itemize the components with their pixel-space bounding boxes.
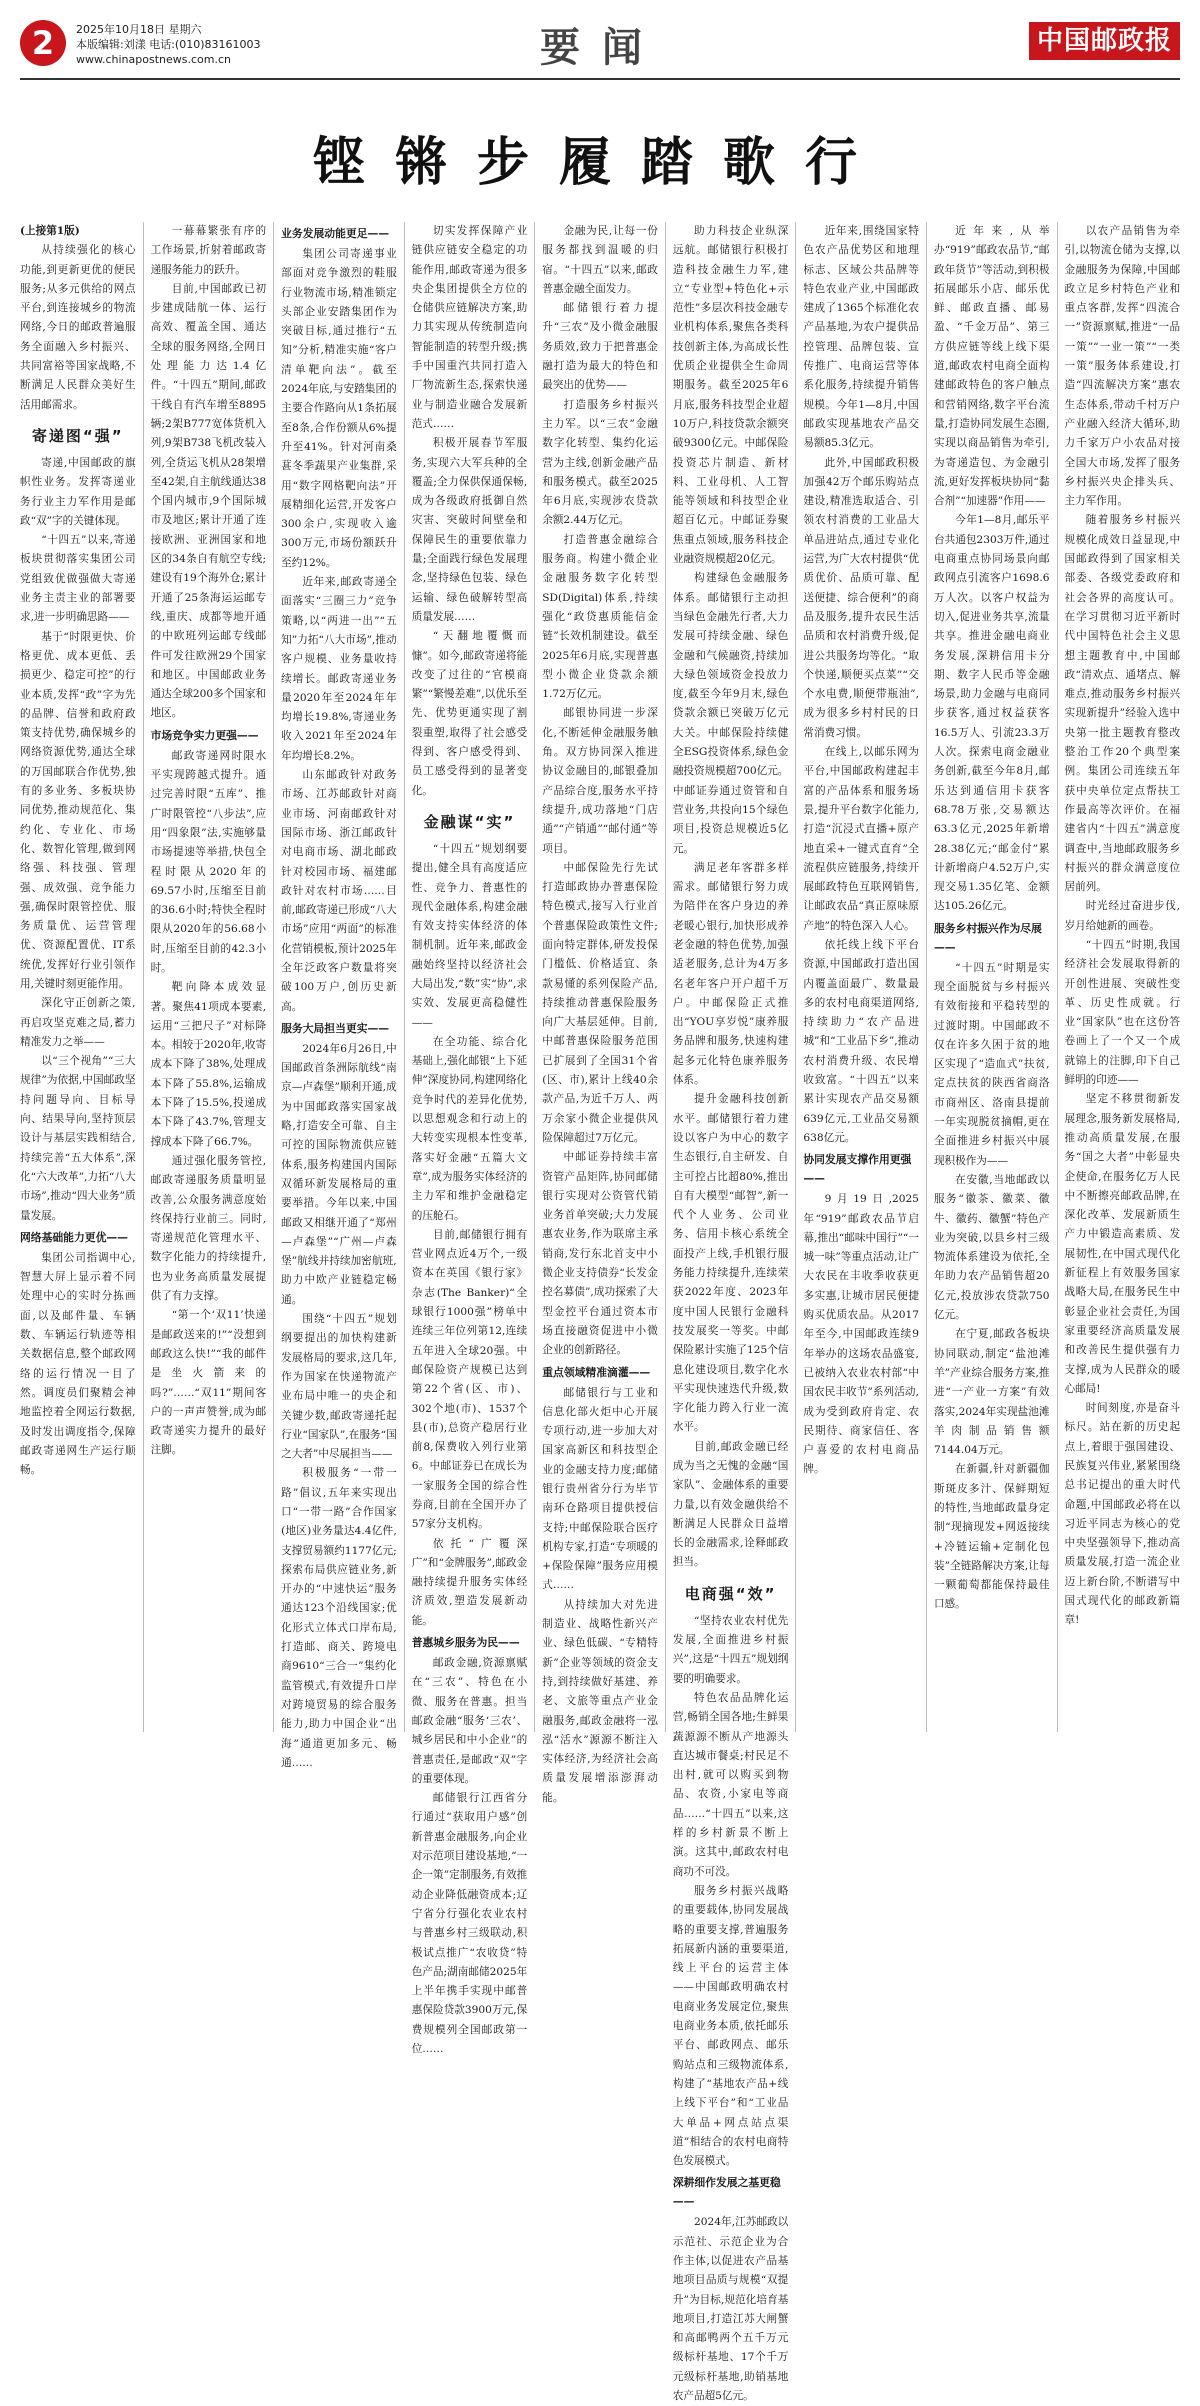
paragraph: “天翻地覆慨而慷”。如今,邮政寄递将能改变了过往的“官模商繁”“繁慢差难”,以优乐至先、优势更通实现了割裂重塑,取得了社会感受得到、客户感受得到、员工感受得到的显著变化。 [411, 630, 528, 797]
column-3 [273, 222, 404, 1769]
paragraph: 随着服务乡村振兴规模化成效日益显现,中国邮政得到了国家相关部委、各级党委政府和社会各界的高度认可。在学习贯彻习近平新时代中国特色社会主义思想主题教育中,中国邮政“清欢点、通堵点、解难点,推动服务乡村振兴实现新提升”经验入选中央第一批主题教育整改整治工作20个典型案例。集团公司连续五年获中央单位定点帮扶工作最高等次评价。在福建省内“十四五”满意度调查中,当地邮政服务乡村振兴的群众满意度位居前列。 [1064, 514, 1181, 894]
paragraph: 依托“广覆深广”和“金牌服务”,邮政金融持续提升服务实体经济质效,塑造发展新动能。 [411, 1537, 528, 1627]
paragraph: 时光经过奋进步伐,岁月给她新的画卷。 [1064, 900, 1181, 932]
editor-line: 本版编辑:刘漾 电话:(010)83161003 [76, 38, 261, 51]
column-5 [534, 222, 665, 1804]
masthead-meta [76, 22, 260, 67]
paragraph: 坚定不移贯彻新发展理念,服务新发展格局,推动高质量发展,在服务“国之大者”中彰显央企使命,在服务亿万人民中不断擦亮邮政品牌,在深化改革、发展新质生产力中锻造高素质、发展韧性,在中国式现代化新征程上有效服务国家战略大局,在服务民生中彰显企业社会责任,为国家重要经济高质量发展和改善民生提供强有力支撑,成为人民群众的暖心邮局! [1064, 1093, 1181, 1395]
section-title: 要闻 [540, 24, 664, 71]
subheading: 市场竞争实力更强—— [150, 728, 259, 742]
paragraph: 在安徽,当地邮政以服务“徽茶、徽菜、徽牛、徽药、徽蟹”特色产业为突破,以县乡村三级物流体系建设为依托,全年助力农产品销售超20亿元,投放涉农贷款750亿元。 [933, 1173, 1050, 1322]
paragraph: “十四五”时期是实现全面脱贫与乡村振兴有效衔接和平稳转型的过渡时期。中国邮政不仅在许多久困于贫的地区实现了“造血式”扶贫,定点扶贫的陕西省商洛市商州区、洛南县提前一年实现脱贫摘帽,更在全面推进乡村振兴中展现积极作为—— [933, 961, 1050, 1167]
paragraph: 依托线上线下平台资源,中国邮政打造出国内覆盖面最广、数量最多的农村电商渠道网络,持续助力“农产品进城”和“工业品下乡”,推动农村消费升级、农民增收致富。“十四五”以来累计实现农产品交易额639亿元,工业品交易额638亿元。 [803, 938, 919, 1144]
paragraph: 在新疆,针对新疆伽斯斑皮多汁、保鲜期短的特性,当地邮政量身定制“现摘现发+网返接续+冷链运输+定制化包装”全链路解决方案,让每一颗葡萄都能保持最佳口感。 [933, 1463, 1050, 1611]
column-2 [143, 222, 274, 1732]
paragraph: “坚持农业农村优先发展,全面推进乡村振兴”,这是“十四五”规划纲要的明确要求。 [672, 1614, 789, 1685]
column-9 [1057, 222, 1181, 1732]
paragraph: 以农产品销售为牵引,以物流仓储为支撑,以金融服务为保障,中国邮政立足乡村特色产业和重点客群,发挥“四流合一”资源禀赋,推进“一品一策”“一业一策”“一类一策”服务体系建设,打造“四流解决方案”惠农生态体系,带动千村万户产业融入经济大循环,助力千家万户小农品对接全国大市场,发挥了服务乡村振兴央企排头兵、主力军作用。 [1064, 225, 1181, 508]
paragraph: 从持续强化的核心功能,到更新更优的便民服务;从多元供给的网点平台,到连接城乡的物流网络,今日的邮政普遍服务全面融入乡村振兴、共同富裕等国家战略,不断满足人民群众美好生活用邮需求。 [20, 244, 136, 411]
paragraph: 2024年,江苏邮政以示范社、示范企业为合作主体,以促进农产品基地项目品质与规模“双提升”为目标,规范化培育基地项目,打造江苏大闸蟹和高邮鸭两个五千万元级标杆基地、17个千万元级标杆基地,助销基地农产品超5亿元。 [672, 2216, 789, 2403]
paragraph: “十四五”以来,寄递板块贯彻落实集团公司党组致优做强做大寄递业务主责主业的部署要求,进一步明确思路—— [20, 534, 136, 624]
paragraph: 目前,邮储银行拥有营业网点近4万个,一级资本在英国《银行家》杂志(The Banker)“全球银行1000强”榜单中连续三年位列第12,连续五年进入全球20强。中邮保险资产规模已达到第22个省(区、市)、302个地(市)、1537个县(市),总资产稳居行业前8,保费收入列行业第6。中邮证券已在成长为一家服务全国的综合性券商,目前在全国开办了57家分支机构。 [411, 1228, 528, 1531]
paragraph: 今年1—8月,邮乐平台共通包2303万件,通过电商重点协同场景向邮政网点引流客户1698.6万人次。以客户权益为切入,促进业务共享,流量共享。推进金融电商业务发展,深耕信用卡分期、数字人民币等金融场景,助力金融与电商同步获客,通过权益获客16.5万人、引流23.3万人次。探索电商金融业务创新,截至今年8月,邮乐达到通信用卡获客68.78万张,交易额达63.3亿元,2025年新增28.38亿元;“邮金付”累计新增商户4.52万户,实现交易1.35亿笔、金额达105.26亿元。 [933, 514, 1050, 913]
paragraph: 通过强化服务管控,邮政寄递服务质量明显改善,公众服务满意度始终保持行业前三。同时,寄递规范化管理水平、数字化能力的持续提升,也为业务高质量发展提供了有力支撑。 [150, 1154, 267, 1303]
paragraph: 邮储银行江西省分行通过“获取用户感”创新普惠金融服务,向企业对示范项目建设基地,“一企一策”定制服务,有效推动企业降低融资成本;辽宁省分行强化农业农村与普惠乡村三级联动,积极试点推广“农收贷”特色产品;湖南邮储2025年上半年携手实现中邮普惠保险贷款3900万元,保费规模列全国邮政第一位…… [411, 1792, 528, 2056]
subheading: 重点领域精准滴灌—— [542, 1365, 651, 1379]
paragraph: 金融为民,让每一份服务都找到温暖的归宿。“十四五”以来,邮政普惠金融全面发力。 [542, 225, 658, 295]
paragraph: 近年来,邮政寄递全面落实“三圈三力”竞争策略,以“两进一出”“五知”力拓“八大市场”,推动客户规模、业务量收持续增长。邮政寄递业务量2020年至2024年年均增长19.8%,寄递业务收入2021年至2024年年均增长8.2%。 [281, 576, 397, 762]
paragraph: 切实发挥保障产业链供应链安全稳定的功能作用,邮政寄递为很多央企集团提供全方位的仓储供应链解决方案,助力其实现从传统制造向智能制造的转型升级;携手中国重汽共同打造入厂物流新生态,探索快递业与制造业融合发展新范式…… [411, 225, 528, 430]
paragraph: “第一个‘双11’快递是邮政送来的!”“没想到邮政这么快!”“我的邮件是坐火箭来的吗?”……“双11”期间客户的一声声赞誉,成为邮政寄递实力提升的最好注脚。 [150, 1309, 267, 1457]
subheading: 普惠城乡服务为民—— [411, 1636, 520, 1650]
paragraph: “十四五”规划纲要提出,健全具有高度适应性、竞争力、普惠性的现代金融体系,构建金融有效支持实体经济的体制机制。近年来,邮政金融始终坚持以经济社会大局出发,“数”实“协”,求实效、发展更高稳健性—— [411, 842, 528, 1029]
date-line: 2025年10月18日 星期六 [76, 23, 202, 36]
paragraph: 山东邮政针对政务市场、江苏邮政针对商业市场、河南邮政针对国际市场、浙江邮政针对电商市场、湖北邮政针对校园市场、福建邮政针对农村市场……目前,邮政寄递已形成“八大市场”应用“两面”的标准化营销模板,预计2025年全年泛政客户数量将突破100万户,创历史新高。 [281, 769, 397, 1013]
paragraph: 一幕幕繁张有序的工作场景,折射着邮政寄递服务能力的跃升。 [150, 225, 267, 276]
paragraph: 积极服务“一带一路”倡议,五年来实现出口“一带一路”合作国家(地区)业务量达4.4亿件,支撑贸易额约1177亿元;探索布局供应链业务,新开办的“中速快运”服务通达123个沿线国家;优化形式立体式口岸布局,打造邮、商关、跨境电商9610“三合一”集约化监管模式,有效提升口岸对跨境贸易的综合服务能力,助力中国企业“出海”通道更加多元、畅通…… [281, 1467, 397, 1769]
paragraph: 靶向降本成效显著。聚焦41项成本要素,运用“三把尺子”对标降本。相较于2020年,收寄成本下降了38%,处理成本下降了55.8%,运输成本下降了15.5%,投递成本下降了43.7%,管理支撑成本下降了66.7%。 [150, 981, 267, 1148]
column-1 [20, 222, 143, 1732]
paragraph: 从持续加大对先进制造业、战略性新兴产业、绿色低碳、“专精特新”企业等领域的资金支持,到持续做好基建、养老、文旅等重点产业金融服务,邮政金融将一泓泓“活水”源源不断注入实体经济,为经济社会高质量发展增添澎湃动能。 [542, 1598, 658, 1804]
paragraph: 打造服务乡村振兴主力军。以“三农”金融数字化转型、集约化运营为主线,创新金融产品和服务模式。截至2025年6月底,实现涉农贷款余额2.44万亿元。 [542, 398, 658, 527]
subheading: 协同发展支撑作用更强—— [803, 1153, 912, 1186]
paragraph: 此外,中国邮政积极加强42万个邮乐购站点建设,精准选取适合、引领农村消费的工业品大单品进站点,通过专业化运营,为广大农村提供“优质优价、品质可靠、配送便捷、综合便利”的商品及服务,提升农民生活品质和农村消费升级,促进公共服务均等化。“取个快递,顺便买点菜”“交个水电费,顺便带瓶油”,成为很多乡村村民的日常消费习惯。 [803, 456, 919, 739]
subheading: 深耕细作发展之基更稳—— [672, 2176, 781, 2209]
paragraph: 特色农品品牌化运营,畅销全国各地;生鲜果蔬源源不断从产地源头直达城市餐桌;村民足不出村,就可以购买到物品、农资,小家电等商品……“十四五”以来,这样的乡村新景不断上演。这其中,邮政农村电商功不可没。 [672, 1691, 789, 1878]
section-heading: 电商强“效” [684, 1584, 777, 1603]
paragraph: 提升金融科技创新水平。邮储银行着力建设以客户为中心的数字生态银行,自主研发、自主可控占比超80%,推出自有大模型“邮智”,新一代个人业务、公司业务、信用卡核心系统全面投产上线,手机银行服务能力持续提升,连续荣获2022年度、2023年度中国人民银行金融科技发展奖一等奖。中邮保险累计实施了125个信息化建设项目,数字化水平实现快速迭代升级,数字化能力跨入行业一流水平。 [672, 1093, 789, 1434]
paragraph: 9月19日,2025年“919”邮政农品节启幕,推出“邮味中国行”“一城一味”等重点活动,让广大农民在丰收季收获更多实惠,让城市居民便捷购买优质农品。从2017年至今,中国邮政连续9年举办的这场农品盛宴,已被纳入农业农村部“中国农民丰收节”系列活动,成为受到政府肯定、农民期待、商家信任、客户喜爱的农村电商品牌。 [803, 1193, 919, 1476]
continued-marker: (上接第1版) [20, 225, 80, 237]
paragraph: 在宁夏,邮政各板块协同联动,制定“盐池滩羊”产业综合服务方案,推进“一产业一方案”有效落实,2024年实现盐池滩羊肉制品销售额7144.04万元。 [933, 1328, 1050, 1457]
paragraph: 在线上,以邮乐网为平台,中国邮政构建起丰富的产品体系和服务场景,提升平台数字化能力,打造“沉浸式直播+原产地直采+一键式直育”全流程供应链服务,持续开展邮政特色互联网销售,让邮政农品“真正原味原产地”的特色深入人心。 [803, 746, 919, 932]
section-heading: 寄递图“强” [31, 426, 124, 445]
paragraph: 以“三个视角”“三大规律”为依据,中国邮政坚持问题导向、目标导向、结果导向,坚持顶层设计与基层实践相结合,持续完善“五大体系”,深化“六大改革”,力拓“八大市场”,推动“四大业务”质量发展。 [20, 1055, 136, 1222]
subheading: 服务乡村振兴作为尽展—— [933, 921, 1042, 954]
paragraph: 邮银协同进一步深化,不断延伸金融服务触角。双方协同深入推进协议金融目的,邮银叠加产品综合度,服务水平持续提升,成功落地“门店通”“产销通”“邮付通”等项目。 [542, 707, 658, 855]
column-4 [404, 222, 535, 2056]
paragraph: 满足老年客群多样需求。邮储银行努力成为陪伴在客户身边的养老暖心银行,加快形成养老金融的特色优势,加强适老服务,总计为4万多名老年客户开户超千万户。中邮保险正式推出“YOU享岁悦”康养服务品牌和服务,快速构建起多元化特色康养服务体系。 [672, 861, 789, 1087]
paragraph: 寄递,中国邮政的旗帜性业务。发挥寄递业务行业主力军作用是邮政“双”字的关键体现。 [20, 456, 136, 527]
paragraph: 时间刻度,亦是奋斗标尺。站在新的历史起点上,着眼于强国建设、民族复兴伟业,紧紧围绕总书记提出的重大时代命题,中国邮政必将在以习近平同志为核心的党中央坚强领导下,推动高质量发展,打造一流企业迈上新台阶,不断谱写中国式现代化的邮政新篇章! [1064, 1402, 1181, 1627]
paragraph: 目前,邮政金融已经成为当之无愧的金融“国家队”、金融体系的重要力量,以有效金融供给不断满足人民群众日益增长的金融需求,诠释邮政担当。 [672, 1440, 789, 1569]
article-body [20, 222, 1181, 2403]
paragraph: 围绕“十四五”规划纲要提出的加快构建新发展格局的要求,这几年,作为国家在快递物流产业布局中唯一的央企和关键少数,邮政寄递托起行业“国家队”,在服务“国之大者”中尽展担当—— [281, 1313, 397, 1461]
subheading: 服务大局担当更实—— [281, 1021, 390, 1035]
article-headline: 铿锵步履踏歌行 [312, 132, 887, 193]
paragraph: 积极开展春节军服务,实现六大军兵种的全覆盖;全力保供保通保畅,成为各级政府抵御自然灾害、突破时间壁垒和保障民生的重要依靠力量;全面践行绿色发展理念,坚持绿色包装、绿色运输、绿色破解转型高质量发展…… [411, 437, 528, 623]
paragraph: 近年来,围绕国家特色农产品优势区和地理标志、区域公共品牌等特色农业产业,中国邮政建成了1365个标准化农产品基地,为农户提供品控管理、品牌包装、宣传推广、电商运营等体系化服务,持续提升销售规模。今年1—8月,中国邮政实现基地农产品交易额85.3亿元。 [803, 225, 919, 450]
website-link[interactable]: www.chinapostnews.com.cn [76, 53, 231, 66]
paragraph: 邮政寄递网时限水平实现跨越式提升。通过完善时限“五库”、推广时限管控“八步法”,应用“四象限”法,实施够量市场提速等举措,快包全程时限从2020年的69.57小时,压缩至目前的36.6小时;特快全程时限从2020年的56.68小时,压缩至目前的42.3小时。 [150, 749, 267, 974]
masthead-divider [20, 78, 1180, 80]
column-7 [795, 222, 926, 1732]
column-6 [665, 222, 796, 2403]
paragraph: 服务乡村振兴战略的重要载体,协同发展战略的重要支撑,普遍服务拓展新内涵的重要渠道,线上平台的运营主体——中国邮政明确农村电商业务发展定位,聚焦电商业务本质,依托邮乐平台、邮政网点、邮乐购站点和三级物流体系,构建了“基地农产品+线上线下平台”和“工业品大单品+网点站点渠道”相结合的农村电商特色发展模式。 [672, 1884, 789, 2168]
paragraph: 深化守正创新之策,再启攻坚克难之局,蓄力精准发力之举—— [20, 997, 136, 1048]
paragraph: 打造普惠金融综合服务商。构建小微企业金融服务数字化转型SD(Digital)体系,持续强化“政贷惠质能信金链”长效机制建设。截至2025年6月底,实现普惠型小微企业贷款余额1.72万亿元。 [542, 533, 658, 701]
paragraph: 邮储银行与工业和信息化部火炬中心开展专项行动,进一步加大对国家高新区和科技型企业的金融支持力度;邮储银行贵州省分行为毕节南环仓路项目提供授信支持;中邮保险联合医疗机构专家,打造“专项暖的+保险保障”服务应用模式…… [542, 1386, 658, 1592]
paragraph: 近年来,从举办“919”邮政农品节,“邮政年货节”等活动,到积极拓展邮乐小店、邮乐优鲜、邮政直播、邮易盈、“千金万品”、第三方供应链等线上线下渠道,邮政农村电商全面构建邮政特色的客户触点和营销网络,数字平台流量,打造协同发展生态圈,实现以商品销售为牵引,为寄递造包、为金融引流,更好发挥板块协同“黏合剂”“加速器”作用—— [933, 225, 1050, 508]
subheading: 网络基础能力更优—— [20, 1230, 128, 1244]
paragraph: 集团公司指调中心,智慧大屏上显示着不同处理中心的实时分拣画面,以及邮件量、车辆数、车辆运行轨迹等相关数据信息,整个邮政网络的运行情况一目了然。调度员们聚精会神地监控着全网运行数据,及时发出调度指令,保障邮政寄递网生产运行顺畅。 [20, 1251, 136, 1477]
newspaper-logo: 中国邮政报 [1029, 22, 1180, 60]
section-heading: 金融谋“实” [423, 812, 516, 831]
paragraph: 集团公司寄递事业部面对竞争激烈的鞋服行业物流市场,精准锁定头部企业安踏集团作为突破目标,通过推行“五知”分析,精准实施“客户清单靶向法”。截至2024年底,与安踏集团的主要合作路向从1条拓展至8条,合作份额从6%提升至41%。针对河南桑葚冬季蔬果产业集群,采用“数字网格靶向法”开展精细化运营,开发客户300余户,实现收入逾300万元,市场份额跃升至约12%。 [281, 248, 397, 569]
paragraph: 目前,中国邮政已初步建成陆航一体、运行高效、覆盖全国、通达全球的服务网络,全网日处理能力达1.4亿件。“十四五”期间,邮政干线自有汽车增至8895辆;2架B777宽体货机入列,9架B738飞机改装入列,全货运飞机从28架增至42架,自主航线通达38个国内城市,9个国际城市及地区;累计开通了连接欧洲、亚洲国家和地区的34条自有航空专线;建设有19个海外仓;累计开通了25条海运运邮专线,重庆、成都等地开通的中欧班列运邮专线邮件可发往欧洲29个国家和地区。中国邮政业务通达全球200多个国家和地区。 [150, 282, 267, 720]
paragraph: 基于“时限更快、价格更优、成本更低、丢损更少、稳定可控”的行业本质,发挥“政”字为先的品牌、信誉和政府政策支持优势,确保城乡的网络资源优势,通达全球的万国邮联合作优势,独有的多业务、多板块协同优势,推动规范化、集约化、专业化、市场化、数智化管理,做到网络强、科技强、管理强、成效强、竞争能力强,确保时限管控优、服务质量优、运营管理优、资源配置优、IT系统优,发挥好行业引领作用,关键时刻更能作用。 [20, 630, 136, 990]
page-number: 2 [20, 20, 66, 66]
paragraph: 在全功能、综合化基础上,强化邮银“上下延伸”深度协同,构建网络化竞争时代的差异化优势,以思想观念和行动上的大转变实现根本性变革,落实好金融“五篇大文章”,成为服务实体经济的主力军和维护金融稳定的压舱石。 [411, 1035, 528, 1222]
column-8 [926, 222, 1057, 1732]
subheading: 业务发展动能更足—— [281, 227, 390, 240]
paragraph: 助力科技企业纵深远航。邮储银行积极打造科技金融生力军,建立“专业型+特色化+示范性”多层次科技金融专业机构体系,聚焦各类科技创新主体,为高成长性优质企业提供全生命周期服务。截至2025年6月底,服务科技型企业超10万户,科技贷款余额突破9300亿元。中邮保险投资芯片制造、新材料、工业母机、人工智能等领域和科技型企业超百亿元。中邮证券聚焦重点领域,服务科技企业融资规模超20亿元。 [672, 225, 789, 566]
paragraph: 邮储银行着力提升“三农”及小微金融服务质效,致力于把普惠金融打造为最大的特色和最突出的优势—— [542, 302, 658, 392]
paragraph: “十四五”时期,我国经济社会发展取得新的开创性进展、突破性变革、历史性成就。行业“国家队”也在这份答卷画上了一个又一个成就锦上的注脚,印下自己鲜明的印迹—— [1064, 938, 1181, 1087]
paragraph: 邮政金融,资源禀赋在“三农”、特色在小微、服务在普惠。担当邮政金融“服务‘三农’、城乡居民和中小企业”的普惠责任,是邮政“双”字的重要体现。 [411, 1657, 528, 1785]
paragraph: 中邮证券持续丰富资管产品矩阵,协同邮储银行实现对公资管代销业务首单突破;大力发展惠农业务,作为联席主承销商,发行东北首支中小微企业支持债券“长发金控名募债”,成功探索了大型金控平台通过资本市场直接融资促进中小微企业的创新路径。 [542, 1151, 658, 1357]
paragraph: 构建绿色金融服务体系。邮储银行主动担当绿色金融先行者,大力发展可持续金融、绿色金融和气候融资,持续加大绿色领域资金投放力度,截至今年9月末,绿色贷款余额已突破万亿元大关。中邮保险持续健全ESG投资体系,绿色金融投资规模超700亿元。中邮证券通过资管和自营业务,共投向15个绿色项目,投资总规模近5亿元。 [672, 572, 789, 855]
paragraph: 中邮保险先行先试打造邮政协办普惠保险特色模式,接写入行业首个普惠保险政策性文件;面向特定群体,研发投保门槛低、价格适宜、条款易懂的系列保险产品,持续推动普惠保险服务向广大基层延伸。目前,中邮普惠保险服务范围已扩展到了全国31个省(区、市),累计上线40余款产品,为近千万人、两万余家小微企业提供风险保障超过7万亿元。 [542, 861, 658, 1144]
paragraph: 2024年6月26日,中国邮政首条洲际航线“南京—卢森堡”顺利开通,成为中国邮政落实国家战略,打造安全可靠、自主可控的国际物流供应链体系,服务构建国内国际双循环新发展格局的重要举措。今年以来,中国邮政又相继开通了“郑州—卢森堡”“广州—卢森堡”航线并持续加密航班,助力中欧产业链稳定畅通。 [281, 1042, 397, 1306]
